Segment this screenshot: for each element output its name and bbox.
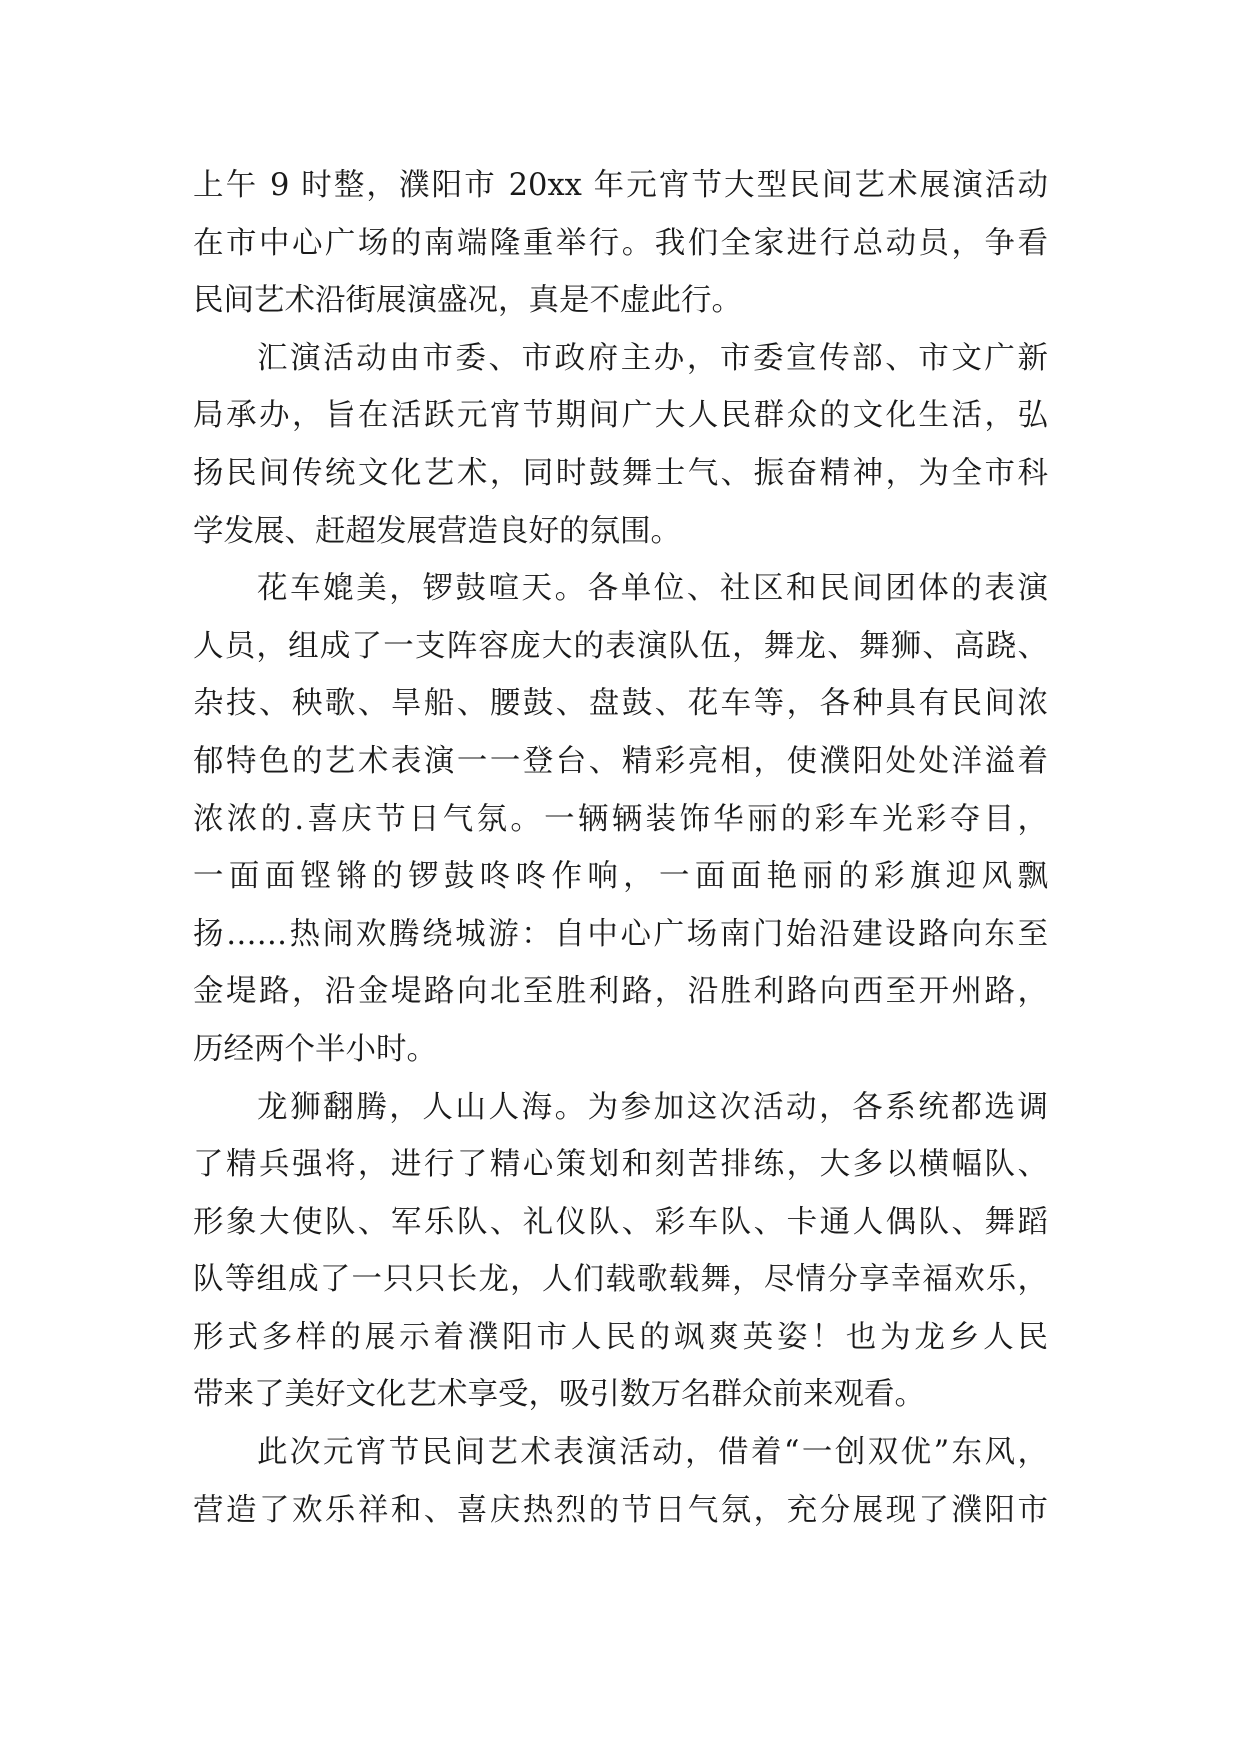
text-line: 郁特色的艺术表演一一登台、精彩亮相，使濮阳处处洋溢着 bbox=[193, 743, 1048, 779]
text-line: 浓浓的.喜庆节日气氛。一辆辆装饰华丽的彩车光彩夺目， bbox=[193, 801, 1048, 837]
text-line: 汇演活动由市委、市政府主办，市委宣传部、市文广新 bbox=[257, 340, 1048, 376]
text-line: 历经两个半小时。 bbox=[193, 1031, 437, 1067]
text-line: 杂技、秧歌、旱船、腰鼓、盘鼓、花车等，各种具有民间浓 bbox=[193, 686, 1048, 722]
text-line: 了精兵强将，进行了精心策划和刻苦排练，大多以横幅队、 bbox=[193, 1147, 1048, 1183]
text-line: 形式多样的展示着濮阳市人民的飒爽英姿！也为龙乡人民 bbox=[193, 1319, 1048, 1355]
document-body bbox=[193, 157, 1048, 1539]
text-line: 学发展、赶超发展营造良好的氛围。 bbox=[193, 513, 681, 549]
text-line: 队等组成了一只只长龙，人们载歌载舞，尽情分享幸福欢乐， bbox=[193, 1262, 1048, 1298]
text-line: 人员，组成了一支阵容庞大的表演队伍，舞龙、舞狮、高跷、 bbox=[193, 628, 1048, 664]
text-line: 一面面铿锵的锣鼓咚咚作响，一面面艳丽的彩旗迎风飘 bbox=[193, 859, 1048, 895]
text-line: 营造了欢乐祥和、喜庆热烈的节日气氛，充分展现了濮阳市 bbox=[193, 1492, 1048, 1528]
text-line: 龙狮翻腾，人山人海。为参加这次活动，各系统都选调 bbox=[257, 1089, 1048, 1125]
text-line: 带来了美好文化艺术享受，吸引数万名群众前来观看。 bbox=[193, 1377, 925, 1413]
text-line: 局承办，旨在活跃元宵节期间广大人民群众的文化生活，弘 bbox=[193, 398, 1048, 434]
text-line: 民间艺术沿街展演盛况，真是不虚此行。 bbox=[193, 283, 742, 319]
text-line: 扬民间传统文化艺术，同时鼓舞士气、振奋精神，为全市科 bbox=[193, 455, 1048, 491]
text-line: 形象大使队、军乐队、礼仪队、彩车队、卡通人偶队、舞蹈 bbox=[193, 1204, 1048, 1240]
text-line: 扬……热闹欢腾绕城游：自中心广场南门始沿建设路向东至 bbox=[193, 916, 1048, 952]
text-line: 在市中心广场的南端隆重举行。我们全家进行总动员，争看 bbox=[193, 225, 1048, 261]
text-line: 金堤路，沿金堤路向北至胜利路，沿胜利路向西至开州路， bbox=[193, 974, 1048, 1010]
text-line: 花车媲美，锣鼓喧天。各单位、社区和民间团体的表演 bbox=[257, 571, 1048, 607]
text-line: 此次元宵节民间艺术表演活动，借着“一创双优”东风， bbox=[257, 1435, 1048, 1471]
text-line: 上午 9 时整，濮阳市 20xx 年元宵节大型民间艺术展演活动 bbox=[193, 168, 1048, 203]
